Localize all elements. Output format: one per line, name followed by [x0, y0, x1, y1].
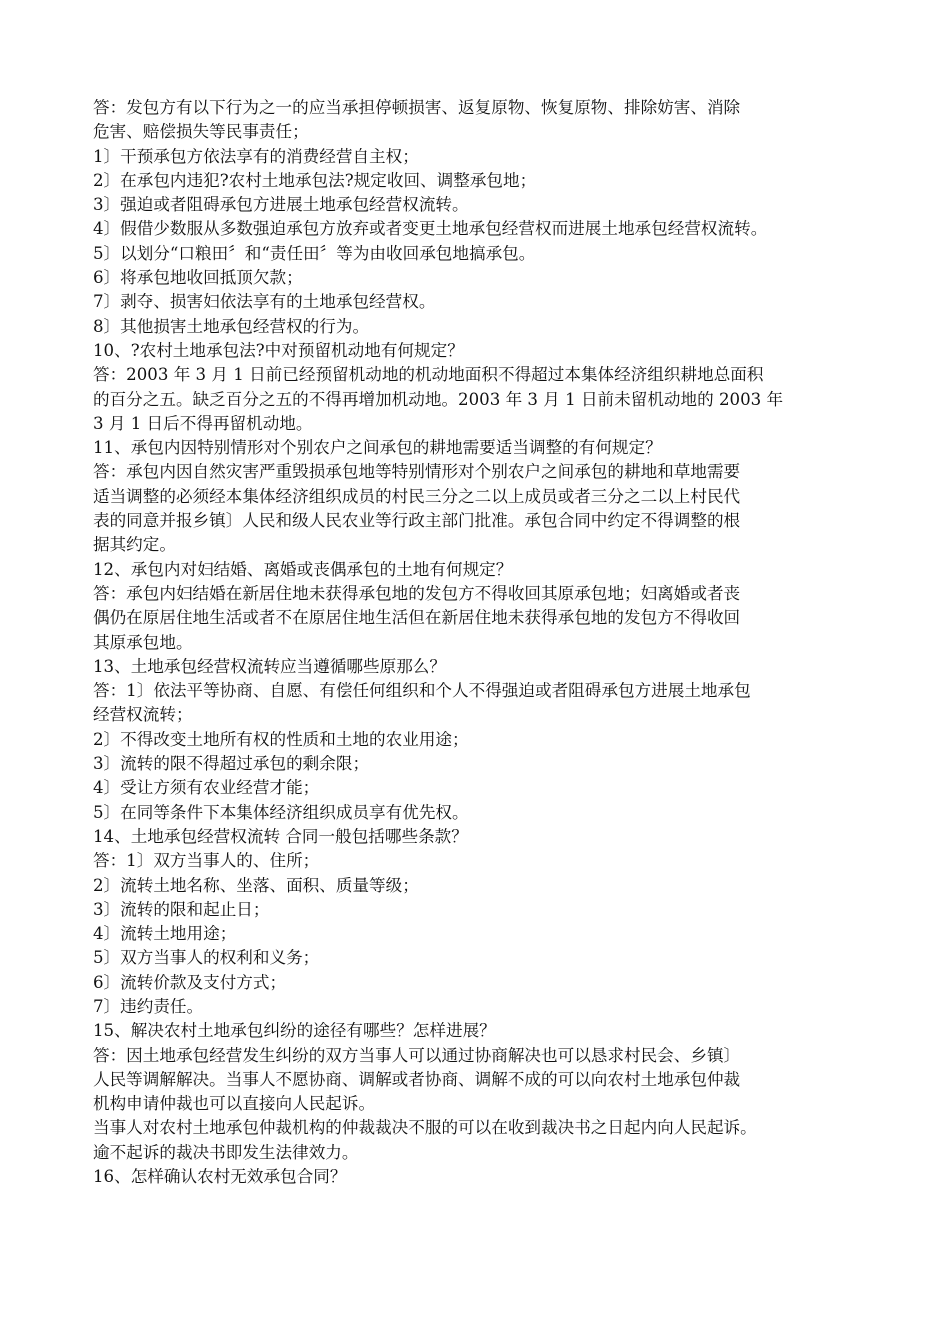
text-line: 5〕以划分“口粮田〞和“责任田〞等为由收回承包地搞承包。 [93, 243, 536, 263]
text-line: 适当调整的必须经本集体经济组织成员的村民三分之二以上成员或者三分之二以上村民代 [93, 486, 741, 506]
text-line: 2〕在承包内违犯?农村土地承包法?规定收回、调整承包地； [93, 170, 537, 190]
text-line: 4〕受让方须有农业经营才能； [93, 778, 320, 798]
text-line: 答：承包内因自然灾害严重毁损承包地等特别情形对个别农户之间承包的耕地和草地需要 [93, 462, 741, 482]
text-line: 16、怎样确认农村无效承包合同？ [93, 1167, 347, 1187]
text-line: 其原承包地。 [93, 632, 193, 652]
text-line: 3〕流转的限和起止日； [93, 899, 270, 919]
text-line: 答：1〕双方当事人的、住所； [93, 851, 320, 871]
text-line: 7〕违约责任。 [93, 996, 204, 1016]
text-line: 12、承包内对妇结婚、离婚或丧偶承包的土地有何规定？ [93, 559, 513, 579]
text-line: 3〕强迫或者阻碍承包方进展土地承包经营权流转。 [93, 195, 469, 215]
text-line: 危害、赔偿损失等民事责任； [93, 122, 309, 142]
text-line: 的百分之五。缺乏百分之五的不得再增加机动地。2003 年 3 月 1 日前未留机动地的 2003 年 [93, 389, 784, 409]
text-line: 10、?农村土地承包法?中对预留机动地有何规定？ [93, 340, 464, 360]
text-line: 机构申请仲裁也可以直接向人民起诉。 [93, 1094, 376, 1114]
text-line: 1〕干预承包方依法享有的消费经营自主权； [93, 146, 419, 166]
text-line: 4〕流转土地用途； [93, 924, 237, 944]
text-line: 4〕假借少数服从多数强迫承包方放弃或者变更土地承包经营权而进展土地承包经营权流转。 [93, 219, 768, 239]
text-line: 6〕将承包地收回抵顶欠款； [93, 268, 303, 288]
text-line: 答：2003 年 3 月 1 日前已经预留机动地的机动地面积不得超过本集体经济组织耕地总面积 [93, 365, 764, 385]
text-line: 3〕流转的限不得超过承包的剩余限； [93, 754, 370, 774]
text-line: 答：1〕依法平等协商、自愿、有偿任何组织和个人不得强迫或者阻碍承包方进展土地承包 [93, 681, 751, 701]
text-line: 当事人对农村土地承包仲裁机构的仲裁裁决不服的可以在收到裁决书之日起内向人民起诉。 [93, 1118, 757, 1138]
text-line: 经营权流转； [93, 705, 193, 725]
text-line: 表的同意并报乡镇〕人民和级人民农业等行政主部门批准。承包合同中约定不得调整的根 [93, 511, 741, 531]
text-line: 14、土地承包经营权流转 合同一般包括哪些条款？ [93, 826, 468, 846]
text-line: 2〕流转土地名称、坐落、面积、质量等级； [93, 875, 419, 895]
text-line: 答：因土地承包经营发生纠纷的双方当事人可以通过协商解决也可以恳求村民会、乡镇〕 [93, 1045, 741, 1065]
text-line: 13、土地承包经营权流转应当遵循哪些原那么？ [93, 656, 446, 676]
text-line: 6〕流转价款及支付方式； [93, 972, 287, 992]
text-line: 答：发包方有以下行为之一的应当承担停顿损害、返复原物、恢复原物、排除妨害、消除 [93, 98, 741, 117]
text-line: 11、承包内因特别情形对个别农户之间承包的耕地需要适当调整的有何规定？ [93, 438, 662, 458]
text-line: 8〕其他损害土地承包经营权的行为。 [93, 316, 370, 336]
text-line: 5〕双方当事人的权利和义务； [93, 948, 320, 968]
text-line: 据其约定。 [93, 535, 176, 555]
text-line: 3 月 1 日后不得再留机动地。 [93, 413, 313, 433]
text-line: 5〕在同等条件下本集体经济组织成员享有优先权。 [93, 802, 469, 822]
text-line: 15、解决农村土地承包纠纷的途径有哪些？怎样进展？ [93, 1021, 496, 1041]
text-line: 7〕剥夺、损害妇依法享有的土地承包经营权。 [93, 292, 436, 312]
document-body [93, 96, 873, 1189]
text-line: 人民等调解解决。当事人不愿协商、调解或者协商、调解不成的可以向农村土地承包仲裁 [93, 1069, 741, 1089]
text-line: 偶仍在原居住地生活或者不在原居住地生活但在新居住地未获得承包地的发包方不得收回 [93, 608, 741, 628]
text-line: 答：承包内妇结婚在新居住地未获得承包地的发包方不得收回其原承包地；妇离婚或者丧 [93, 583, 741, 603]
text-line: 2〕不得改变土地所有权的性质和土地的农业用途； [93, 729, 469, 749]
text-line: 逾不起诉的裁决书即发生法律效力。 [93, 1142, 359, 1162]
